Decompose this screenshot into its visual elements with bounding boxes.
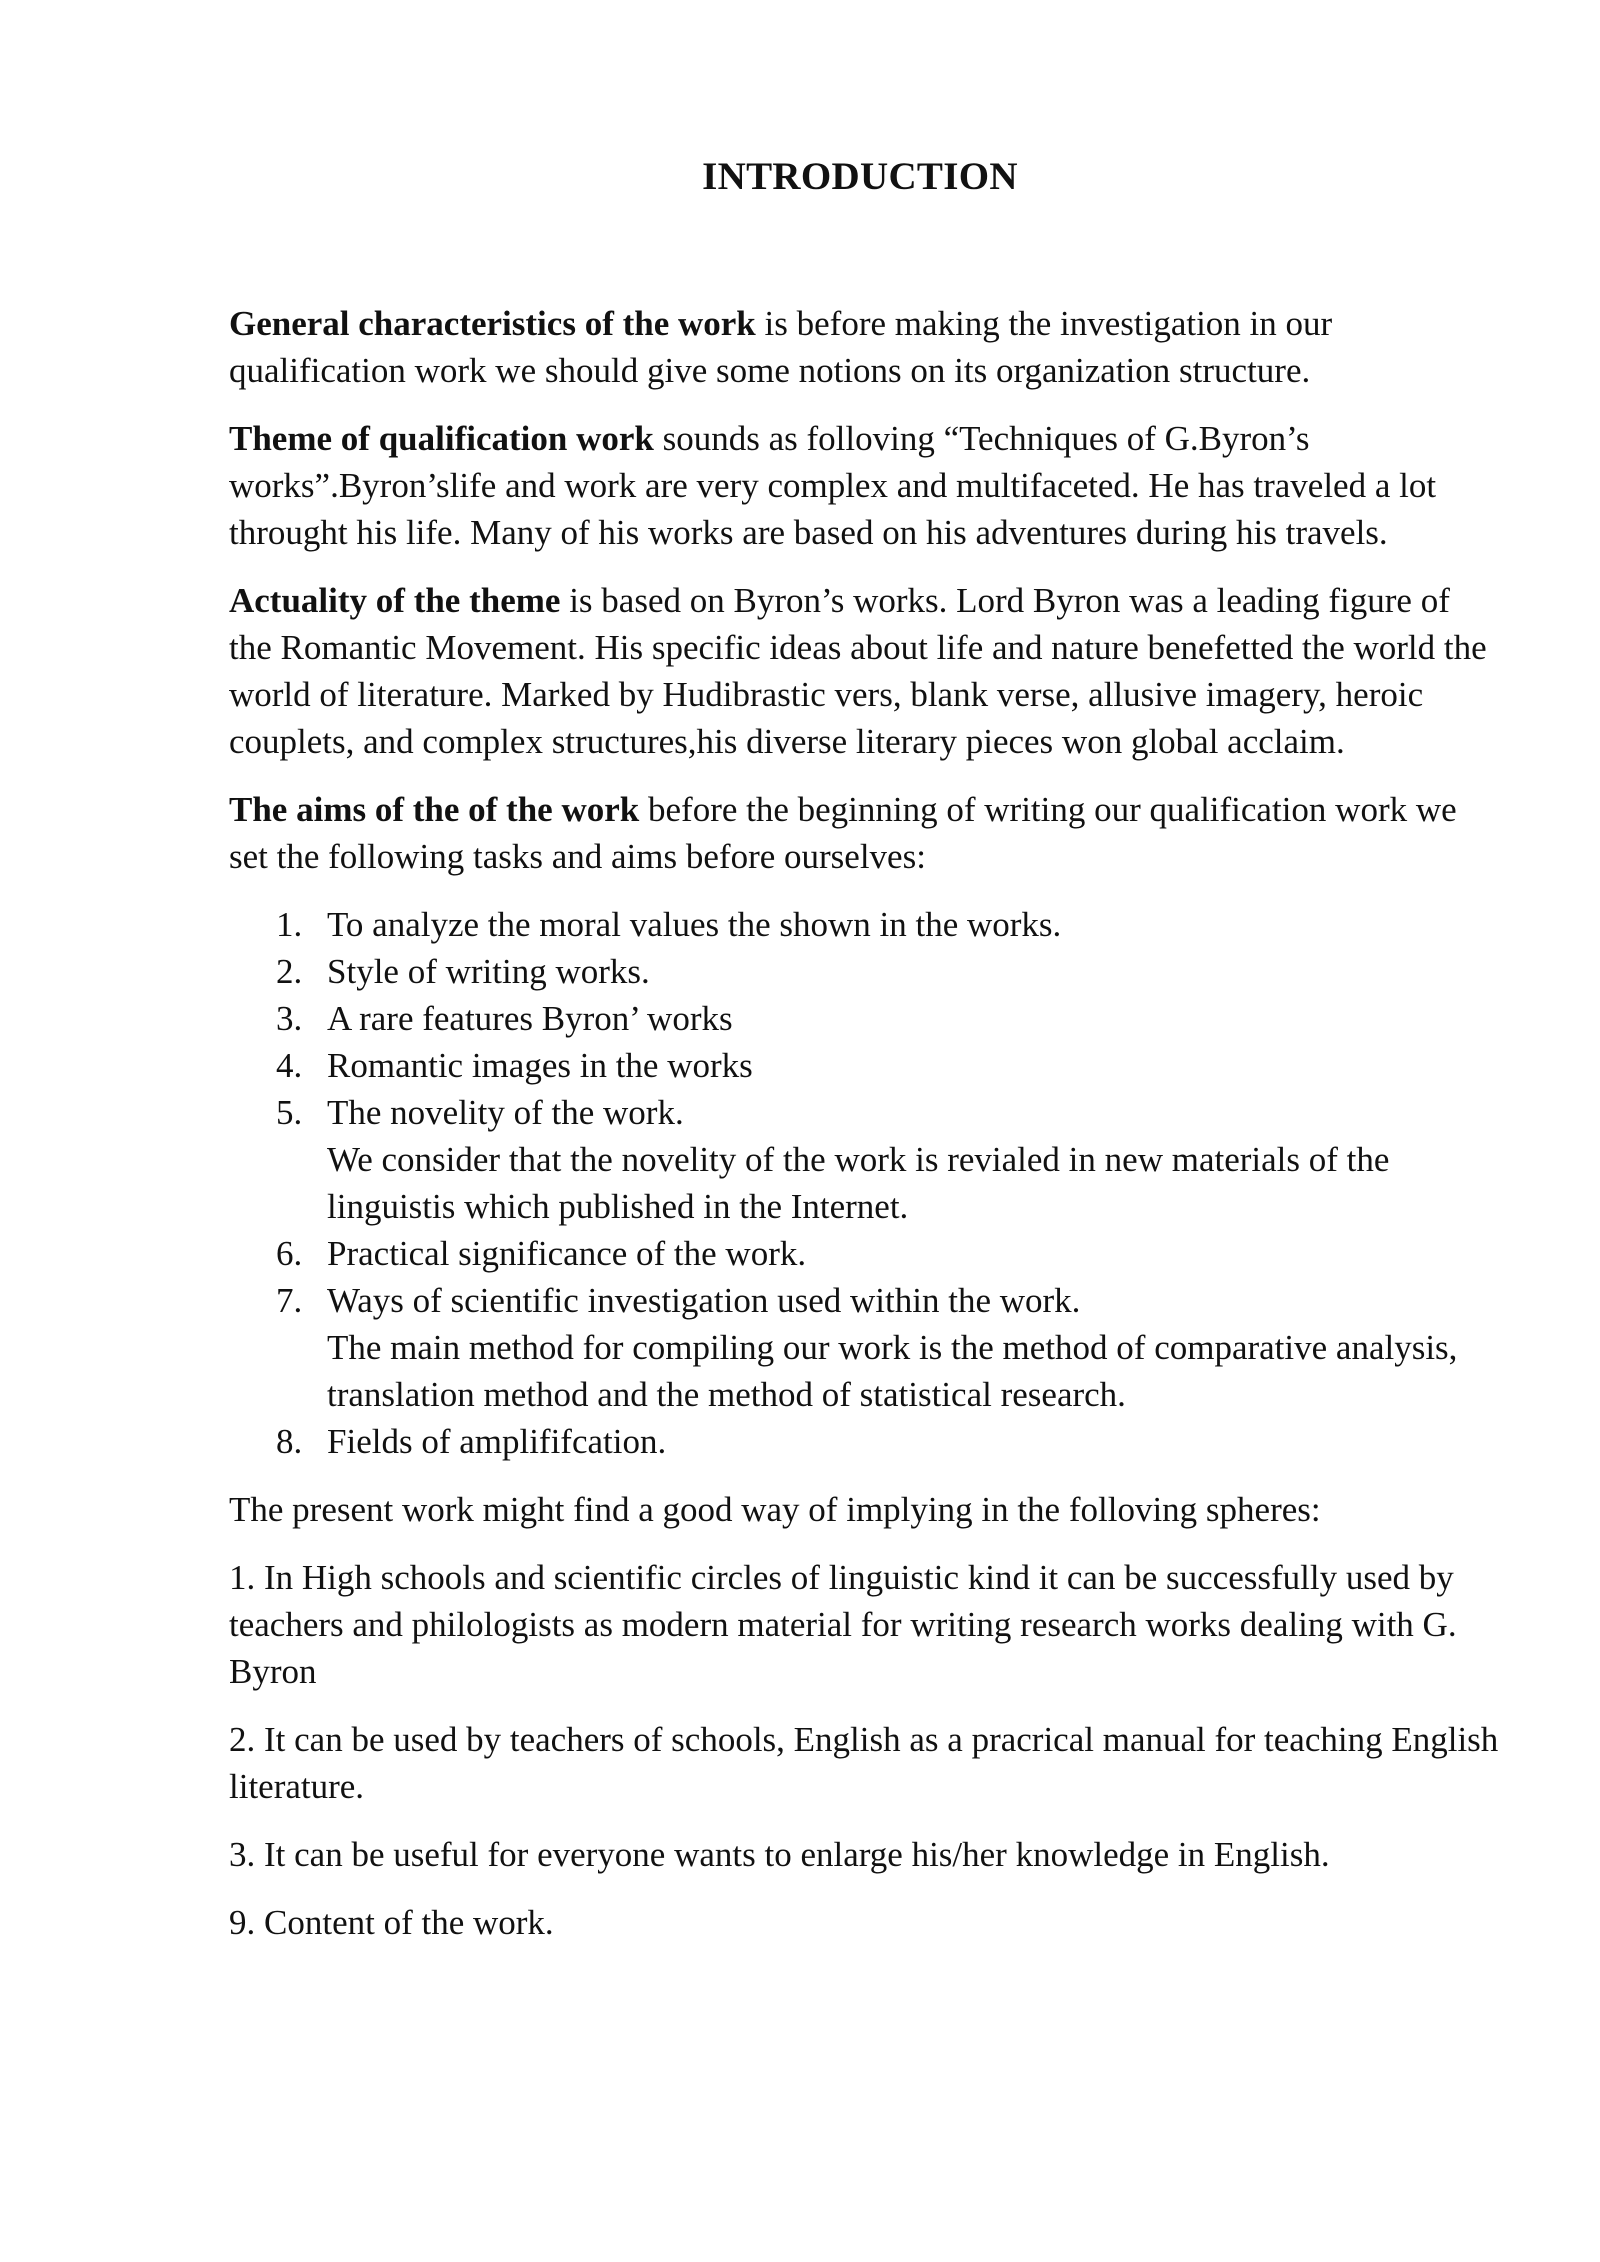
- paragraph-heading: General characteristics of the work: [229, 304, 756, 343]
- page-title: INTRODUCTION: [702, 155, 1018, 198]
- list-item-text: To analyze the moral values the shown in the works.: [327, 905, 1062, 944]
- list-item-note: The main method for compiling our work is the method of comparative analysis, translation method and the method of statistical research.: [327, 1328, 1458, 1414]
- list-item-text: Fields of amplififcation.: [327, 1422, 667, 1461]
- paragraph-aims: [229, 786, 1499, 880]
- list-item-number: 1.: [276, 905, 303, 944]
- list-item-note: We consider that the novelity of the work is revialed in new materials of the linguistis which published in the Internet.: [327, 1140, 1390, 1226]
- list-item-number: 2.: [276, 952, 303, 991]
- list-item: [229, 901, 1499, 948]
- sphere-item: 2. It can be used by teachers of schools, English as a pracrical manual for teaching English literature.: [229, 1720, 1499, 1806]
- paragraph-text: is based on Byron’s works. Lord Byron was a leading figure of the Romantic Movement. His specific ideas about life and nature benefetted the world the world of literature. Marked by Hudibrastic vers, blank verse, allusive imagery, heroic couplets, and complex structures,his diverse literary pieces won global acclaim.: [229, 581, 1487, 761]
- paragraph-actuality: [229, 577, 1499, 765]
- list-item-number: 4.: [276, 1046, 303, 1085]
- list-item-number: 3.: [276, 999, 303, 1038]
- paragraph-text: sounds as folloving “Techniques of G.Byron’s works”.Byron’slife and work are very complex and multifaceted. He has traveled a lot throught his life. Many of his works are based on his adventures during his travels.: [229, 419, 1437, 552]
- list-item: [229, 948, 1499, 995]
- content-item: 9. Content of the work.: [229, 1903, 554, 1942]
- list-item-number: 6.: [276, 1234, 303, 1273]
- paragraph-general-characteristics: [229, 300, 1499, 394]
- list-item: [229, 1418, 1499, 1465]
- list-item: [229, 1089, 1499, 1230]
- sphere-item: 1. In High schools and scientific circles of linguistic kind it can be successfully used by teachers and philologists as modern material for writing research works dealing with G. Byron: [229, 1558, 1457, 1691]
- paragraph-text: is before making the investigation in our qualification work we should give some notions on its organization structure.: [229, 304, 1333, 390]
- document-body: [229, 300, 1499, 1967]
- list-item: [229, 1042, 1499, 1089]
- list-item: [229, 995, 1499, 1042]
- paragraph-heading: The aims of the of the work: [229, 790, 640, 829]
- paragraph-heading: Actuality of the theme: [229, 581, 561, 620]
- list-item-text: Practical significance of the work.: [327, 1234, 807, 1273]
- list-item-text: Ways of scientific investigation used within the work.: [327, 1281, 1081, 1320]
- list-item-text: The novelity of the work.: [327, 1093, 684, 1132]
- sphere-item: 3. It can be useful for everyone wants to enlarge his/her knowledge in English.: [229, 1835, 1330, 1874]
- list-item: [229, 1277, 1499, 1418]
- list-item-number: 5.: [276, 1093, 303, 1132]
- paragraph-heading: Theme of qualification work: [229, 419, 654, 458]
- list-item-text: Romantic images in the works: [327, 1046, 753, 1085]
- spheres-intro: The present work might find a good way of implying in the folloving spheres:: [229, 1490, 1321, 1529]
- list-item: [229, 1230, 1499, 1277]
- paragraph-text: before the beginning of writing our qualification work we set the following tasks and aims before ourselves:: [229, 790, 1457, 876]
- list-item-number: 7.: [276, 1281, 303, 1320]
- aims-list: [229, 901, 1499, 1465]
- list-item-text: Style of writing works.: [327, 952, 650, 991]
- list-item-number: 8.: [276, 1422, 303, 1461]
- list-item-text: A rare features Byron’ works: [327, 999, 733, 1038]
- paragraph-theme: [229, 415, 1499, 556]
